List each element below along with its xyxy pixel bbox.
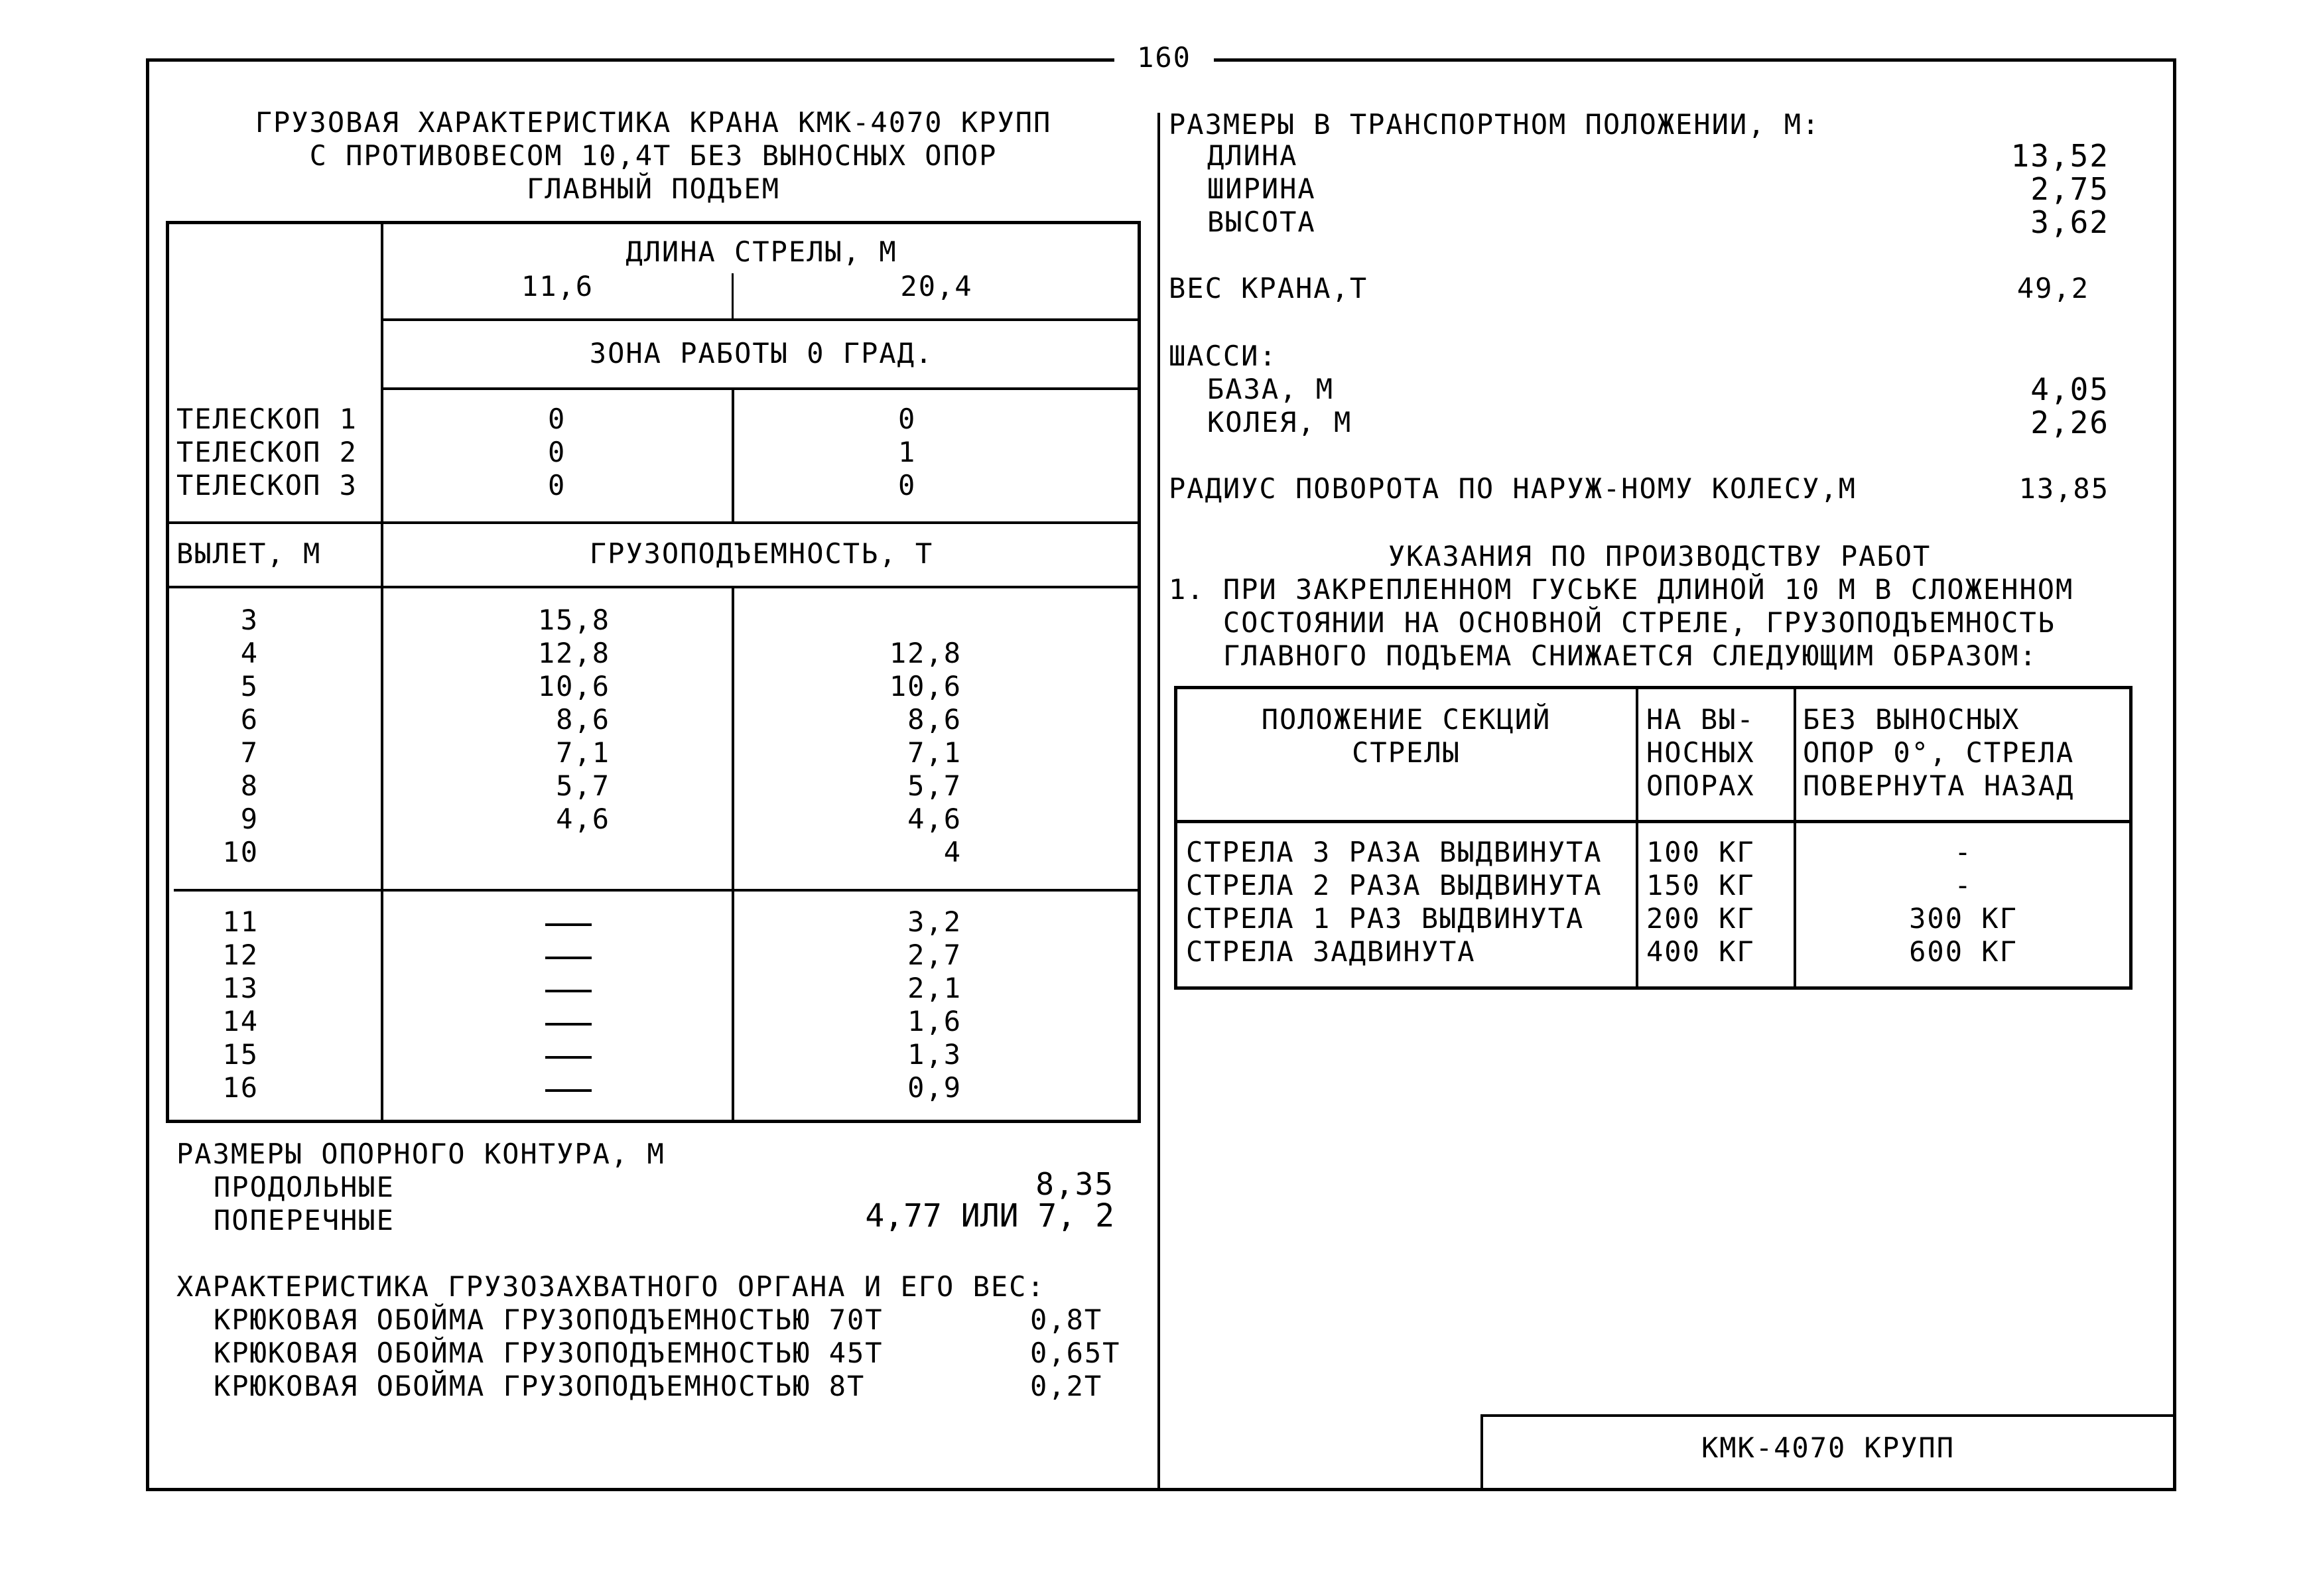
rt-no-outriggers-value: - xyxy=(1954,869,1973,901)
capacity-boom2: 4,6 xyxy=(907,803,962,835)
hook-item-value: 0,2Т xyxy=(1030,1370,1103,1402)
reach-label: ВЫЛЕТ, М xyxy=(176,537,322,570)
instructions-line: СОСТОЯНИИ НА ОСНОВНОЙ СТРЕЛЕ, ГРУЗОПОДЪЕМНОСТЬ xyxy=(1169,606,2056,639)
rt-position: СТРЕЛА 1 РАЗ ВЫДВИНУТА xyxy=(1186,902,1585,935)
rt-header-no-outriggers: ОПОР 0°, СТРЕЛА xyxy=(1803,736,2075,769)
capacity-boom2: 2,1 xyxy=(907,972,962,1004)
transport-label: ДЛИНА xyxy=(1207,139,1298,172)
frame-left xyxy=(146,58,149,1491)
rt-position: СТРЕЛА 3 РАЗА ВЫДВИНУТА xyxy=(1186,836,1603,868)
telescope-value: 0 xyxy=(898,469,917,501)
capacity-boom1: 10,6 xyxy=(537,670,610,702)
reach-value: 4 xyxy=(240,637,259,669)
no-value-dash xyxy=(545,1089,592,1092)
crane-weight-label: ВЕС КРАНА,Т xyxy=(1169,272,1368,304)
reach-value: 11 xyxy=(222,905,259,938)
capacity-boom1: 7,1 xyxy=(556,736,610,769)
title-line: С ПРОТИВОВЕСОМ 10,4Т БЕЗ ВЫНОСНЫХ ОПОР xyxy=(309,139,998,172)
contour-title: РАЗМЕРЫ ОПОРНОГО КОНТУРА, М xyxy=(176,1138,665,1170)
reach-value: 5 xyxy=(240,670,259,702)
frame-divider xyxy=(1157,113,1160,1489)
capacity-boom1: 12,8 xyxy=(537,637,610,669)
frame-top-left xyxy=(146,58,1114,62)
frame-bottom xyxy=(146,1488,2176,1491)
reach-value: 6 xyxy=(240,703,259,736)
no-value-dash xyxy=(545,1023,592,1026)
rt-border xyxy=(1174,820,2133,823)
reach-value: 9 xyxy=(240,803,259,835)
title-block-border xyxy=(1480,1414,2176,1417)
telescope-value: 0 xyxy=(548,469,566,501)
table-border xyxy=(166,221,169,1123)
frame-top-right xyxy=(1214,58,2176,62)
chassis-value: 2,26 xyxy=(2030,405,2109,440)
hook-item-value: 0,65Т xyxy=(1030,1337,1121,1369)
turn-radius-value: 13,85 xyxy=(2018,472,2109,505)
no-value-dash xyxy=(545,923,592,926)
capacity-boom2: 5,7 xyxy=(907,769,962,802)
boom-length-label: ДЛИНА СТРЕЛЫ, М xyxy=(625,235,897,268)
instructions-line: 1. ПРИ ЗАКРЕПЛЕННОМ ГУСЬКЕ ДЛИНОЙ 10 М В СЛОЖЕННОМ xyxy=(1169,573,2074,606)
chassis-label: КОЛЕЯ, М xyxy=(1207,406,1352,438)
boom-length-1: 11,6 xyxy=(521,270,594,302)
transport-value: 13,52 xyxy=(2010,138,2109,174)
telescope-name: ТЕЛЕСКОП 1 xyxy=(176,403,358,435)
contour-transverse-label: ПОПЕРЕЧНЫЕ xyxy=(214,1204,395,1236)
capacity-boom2: 0,9 xyxy=(907,1071,962,1104)
contour-transverse-value: 4,77 ИЛИ 7, 2 xyxy=(865,1197,1114,1234)
reach-value: 10 xyxy=(222,836,259,868)
transport-value: 2,75 xyxy=(2030,171,2109,207)
chassis-value: 4,05 xyxy=(2030,371,2109,407)
capacity-boom1: 8,6 xyxy=(556,703,610,736)
rt-outriggers-value: 150 КГ xyxy=(1646,869,1755,901)
title-block-text: КМК-4070 КРУПП xyxy=(1701,1431,1955,1464)
hook-item-label: КРЮКОВАЯ ОБОЙМА ГРУЗОПОДЪЕМНОСТЬЮ 8Т xyxy=(214,1370,866,1402)
crane-weight-value: 49,2 xyxy=(2016,272,2089,304)
rt-header-outriggers: НА ВЫ- xyxy=(1646,703,1755,736)
chassis-title: ШАССИ: xyxy=(1169,340,1278,372)
table-row-divider xyxy=(382,318,1140,321)
capacity-boom1: 4,6 xyxy=(556,803,610,835)
contour-longitudinal-label: ПРОДОЛЬНЫЕ xyxy=(214,1171,395,1203)
telescope-value: 0 xyxy=(898,403,917,435)
no-value-dash xyxy=(545,990,592,992)
page-number: 160 xyxy=(1137,41,1191,74)
table-col-divider xyxy=(732,587,734,1123)
capacity-boom2: 1,3 xyxy=(907,1038,962,1071)
table-col-divider xyxy=(732,388,734,524)
rt-col-divider xyxy=(1636,686,1638,990)
transport-label: ВЫСОТА xyxy=(1207,206,1316,238)
rt-header-outriggers: НОСНЫХ xyxy=(1646,736,1755,769)
rt-border xyxy=(2129,686,2133,990)
capacity-boom2: 2,7 xyxy=(907,939,962,971)
title-line: ГЛАВНЫЙ ПОДЪЕМ xyxy=(526,172,780,205)
transport-value: 3,62 xyxy=(2030,204,2109,240)
rt-position: СТРЕЛА 2 РАЗА ВЫДВИНУТА xyxy=(1186,869,1603,901)
reach-value: 3 xyxy=(240,604,259,636)
reach-value: 16 xyxy=(222,1071,259,1104)
reach-value: 12 xyxy=(222,939,259,971)
rt-header-position: ПОЛОЖЕНИЕ СЕКЦИЙ xyxy=(1261,703,1551,736)
rt-outriggers-value: 200 КГ xyxy=(1646,902,1755,935)
contour-longitudinal-value: 8,35 xyxy=(1035,1166,1114,1202)
capacity-boom2: 8,6 xyxy=(907,703,962,736)
boom-length-2: 20,4 xyxy=(900,270,973,302)
transport-title: РАЗМЕРЫ В ТРАНСПОРТНОМ ПОЛОЖЕНИИ, М: xyxy=(1169,108,1821,141)
rt-no-outriggers-value: 300 КГ xyxy=(1909,902,2018,935)
chassis-label: БАЗА, М xyxy=(1207,373,1335,405)
telescope-value: 0 xyxy=(548,436,566,468)
reach-value: 7 xyxy=(240,736,259,769)
rt-no-outriggers-value: - xyxy=(1954,836,1973,868)
telescope-name: ТЕЛЕСКОП 3 xyxy=(176,469,358,501)
transport-label: ШИРИНА xyxy=(1207,172,1316,205)
table-row-divider xyxy=(382,387,1140,390)
capacity-boom2: 1,6 xyxy=(907,1005,962,1037)
no-value-dash xyxy=(545,957,592,959)
rt-header-outriggers: ОПОРАХ xyxy=(1646,769,1755,802)
telescope-value: 0 xyxy=(548,403,566,435)
rt-no-outriggers-value: 600 КГ xyxy=(1909,935,2018,968)
rt-border xyxy=(1174,686,2133,689)
capacity-boom2: 10,6 xyxy=(889,670,962,702)
rt-header-position: СТРЕЛЫ xyxy=(1352,736,1461,769)
table-row-divider xyxy=(174,889,1140,892)
rt-outriggers-value: 400 КГ xyxy=(1646,935,1755,968)
reach-value: 8 xyxy=(240,769,259,802)
reach-value: 14 xyxy=(222,1005,259,1037)
rt-border xyxy=(1174,986,2133,990)
title-line: ГРУЗОВАЯ ХАРАКТЕРИСТИКА КРАНА КМК-4070 КРУПП xyxy=(255,106,1052,139)
rt-outriggers-value: 100 КГ xyxy=(1646,836,1755,868)
hook-item-label: КРЮКОВАЯ ОБОЙМА ГРУЗОПОДЪЕМНОСТЬЮ 45Т xyxy=(214,1337,884,1369)
capacity-boom2: 3,2 xyxy=(907,905,962,938)
hook-title: ХАРАКТЕРИСТИКА ГРУЗОЗАХВАТНОГО ОРГАНА И ЕГО ВЕС: xyxy=(176,1270,1045,1303)
capacity-boom1: 15,8 xyxy=(537,604,610,636)
rt-header-no-outriggers: ПОВЕРНУТА НАЗАД xyxy=(1803,769,2075,802)
capacity-boom2: 4 xyxy=(943,836,962,868)
hook-item-value: 0,8Т xyxy=(1030,1303,1103,1336)
frame-right xyxy=(2173,58,2176,1491)
rt-col-divider xyxy=(1794,686,1796,990)
table-col-divider xyxy=(732,273,734,320)
table-row-divider xyxy=(167,586,1140,588)
table-row-divider xyxy=(167,521,1140,524)
capacity-boom1: 5,7 xyxy=(556,769,610,802)
table-border xyxy=(166,1120,1141,1123)
zone-label: ЗОНА РАБОТЫ 0 ГРАД. xyxy=(589,337,934,369)
turn-radius-label: РАДИУС ПОВОРОТА ПО НАРУЖ-НОМУ КОЛЕСУ,М xyxy=(1169,472,1857,505)
no-value-dash xyxy=(545,1056,592,1059)
reach-value: 13 xyxy=(222,972,259,1004)
reach-value: 15 xyxy=(222,1038,259,1071)
rt-position: СТРЕЛА ЗАДВИНУТА xyxy=(1186,935,1476,968)
telescope-name: ТЕЛЕСКОП 2 xyxy=(176,436,358,468)
hook-item-label: КРЮКОВАЯ ОБОЙМА ГРУЗОПОДЪЕМНОСТЬЮ 70Т xyxy=(214,1303,884,1336)
table-border xyxy=(166,221,1141,224)
telescope-value: 1 xyxy=(898,436,917,468)
capacity-boom2: 12,8 xyxy=(889,637,962,669)
capacity-label: ГРУЗОПОДЪЕМНОСТЬ, Т xyxy=(589,537,934,570)
instructions-line: ГЛАВНОГО ПОДЪЕМА СНИЖАЕТСЯ СЛЕДУЮЩИМ ОБРАЗОМ: xyxy=(1169,639,2038,672)
capacity-boom2: 7,1 xyxy=(907,736,962,769)
instructions-title: УКАЗАНИЯ ПО ПРОИЗВОДСТВУ РАБОТ xyxy=(1388,540,1932,572)
rt-header-no-outriggers: БЕЗ ВЫНОСНЫХ xyxy=(1803,703,2020,736)
